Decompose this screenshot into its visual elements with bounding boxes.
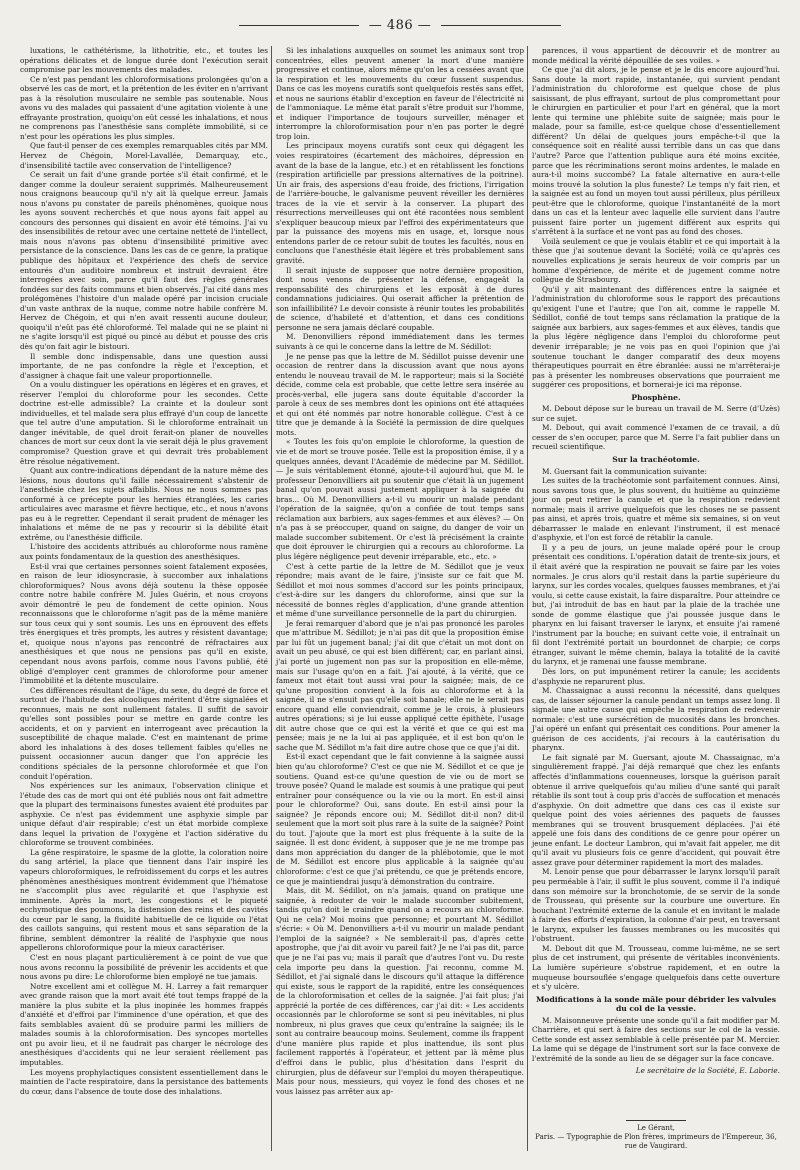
paragraph: C'est en nous plaçant particulièrement à ce point de vue que nous avons reconnu la possibilité de prévenir les accidents et que nous avons pu dire: Le chloroforme bien employé ne tue jamais.	[20, 952, 268, 982]
column-3-part-b	[532, 404, 780, 452]
paragraph: luxations, le cathétérisme, la lithotritie, etc., et toutes les opérations délicates et de longue durée dont l'exécution serait compromise par les mouvements des malades.	[20, 46, 268, 75]
section-heading: Sur la trachéotomie.	[612, 454, 700, 464]
paragraph: Notre excellent ami et collègue M. H. Larrey a fait remarquer avec grande raison que la mort avait été tout temps frappé de la manière la plus subite et la plus inopinée les hommes frappés d'anxiété et d'effroi par l'imminence d'une opération, et que des faits semblables avaient dû se produire parmi les milliers de malades soumis à la chloroformisation. Des syncopes mortelles ont pu avoir lieu, et il ne faudrait pas charger le nécrologe des anesthésiques d'accidents qui ne leur seraient réellement pas imputables.	[20, 981, 268, 1067]
paragraph: M. Chassaignac a aussi reconnu la nécessité, dans quelques cas, de laisser séjourner la canule pendant un temps assez long. Il signale une autre cause qui empêche la respiration de redevenir normale: c'est une sursécrétion de mucosités dans les bronches. J'ai opéré un enfant qui présentait ces conditions. Pour amener la guérison de ces accidents, j'ai recours à la cautérisation du pharynx.	[532, 686, 780, 753]
paragraph: Qu'il y ait maintenant des différences entre la saignée et l'administration du chloroforme sous le rapport des précautions qu'exigent l'une et l'autre; que l'on ait, comme le rappelle M. Sédillot, confié de tout temps sans réclamation la pratique de la saignée aux barbiers, aux sages-femmes et aux élèves, tandis que la plus légère négligence dans l'emploi du chloroforme peut devenir irréparable; je ne vois pas en quoi l'opinion que j'ai soutenue touchant le danger comparatif des deux moyens thérapeutiques pourrait en être ébranlée: aussi ne m'arrêterai-je pas à présenter les nombreuses observations que pourraient me suggérer ces propositions, et bornerai-je ici ma réponse.	[532, 284, 780, 390]
paragraph: « Toutes les fois qu'on emploie le chloroforme, la question de vie et de mort se trouve posée. Telle est la proposition émise, il y a quelques années, devant l'Académie de médecine par M. Sédillot. — Je suis véritablement étonné, ajoute-t-il aujourd'hui, que M. le professeur Denonvilliers ait pu soutenir que c'était là un jugement banal qu'on pouvait aussi justement appliquer à la saignée du bras... Où M. Denonvilliers a-t-il vu mourir un malade pendant l'opération de la saignée, qu'on a confiée de tout temps sans réclamation aux barbiers, aux sages-femmes et aux élèves? — On n'a pas à se préoccuper, quand on saigne, du danger de voir un malade succomber subitement. Or c'est là précisément la crainte que doit éprouver le chirurgien qui a recours au chloroforme. La plus légère négligence peut devenir irréparable, etc., etc. »	[276, 437, 524, 561]
paragraph: M. Lenoir pense que pour débarrasser le larynx lorsqu'il paraît peu perméable à l'air, il suffit le plus souvent, comme il l'a indiqué dans son mémoire sur la bronchotomie, de se servir de la sonde de Trousseau, qui présente sur la courbure une ouverture. En bouchant l'extrémité externe de la canule et en invitant le malade à faire des efforts d'expiration, la colonne d'air peut, en traversant le larynx, expulser les fausses membranes ou les mucosités qui l'obstruent.	[532, 867, 780, 944]
imprint-gerant: Le Gérant,	[637, 1124, 675, 1132]
column-3-part-c	[532, 467, 780, 992]
secretary-signature: Le secrétaire de la Société, E. Laborie.	[635, 1066, 780, 1076]
paragraph: Ce que j'ai dit alors, je le pense et je le dis encore aujourd'hui. Sans doute la mort rapide, instantanée, qui survient pendant l'administration du chloroforme est quelque chose de plus saisissant, de plus effrayant, surtout de plus compromettant pour le chirurgien en particulier et pour l'art en général, que la mort lente qui termine une phlébite suite de saignée; mais pour le malade, pour sa famille, est-ce quelque chose d'essentiellement différent? Un délai de quelques jours empêche-t-il que la conséquence soit en réalité aussi terrible dans un cas que dans l'autre? Parce que l'attention publique aura été moins excitée, parce que les récriminations seront moins ardentes, le malade en aura-t-il moins succombé? La fatale alternative en aura-t-elle moins trouvé la solution la plus funeste? Le temps n'y fait rien, et la saignée est au fond un moyen tout aussi périlleux, plus périlleux peut-être que le chloroforme, quoique l'instantanéité de la mort dans un cas et la lenteur avec laquelle elle survient dans l'autre puissent faire porter un jugement différent aux esprits qui s'arrêtent à la surface et ne vont pas au fond des choses.	[532, 65, 780, 237]
paragraph: Ce serait un fait d'une grande portée s'il était confirmé, et le danger comme la douleur seraient supprimés. Malheureusement nous craignons beaucoup qu'il n'y ait là quelque erreur. Jamais nous n'avons pu constater de pareils phénomènes, quoique nous les ayons souvent recherchés et que nous ayons fait appel au concours des personnes qui disaient en avoir été témoins. J'ai vu des insensibilités de retour avec une certaine netteté de l'intellect, mais nous n'avons pas obtenu d'insensibilité primitive avec persistance de la conscience. Dans les cas de ce genre, la pratique publique des hôpitaux et l'expérience des chefs de service entourés d'un auditoire nombreux et instruit devraient être interrogées avec soin, parce qu'il faut des règles générales fondées sur des faits communs et bien observés. J'ai cité dans mes prolégomènes l'histoire d'un malade opéré par incision cruciale d'un vaste anthrax de la nuque, comme notre habile confrère M. Hervez de Chégoin, et qui n'en avait ressenti aucune douleur, quoiqu'il n'eût pas été chloroformé. Tel malade qui ne se plaint ni ne s'agite lorsqu'il est piqué ou pincé au début et pousse des cris dès qu'on fait agir le bistouri.	[20, 170, 268, 351]
paragraph: Si les inhalations auxquelles on soumet les animaux sont trop concentrées, elles peuvent amener la mort d'une manière progressive et continue, alors même qu'on les a cessées avant que la respiration et les mouvements du cœur fussent suspendus. Dans ce cas les moyens curatifs sont quelquefois restés sans effet, et nous ne saurions établir d'exception en faveur de l'électricité ni de l'ammoniaque. Le même état paraît s'être produit sur l'homme, et indiquer l'importance de toujours surveiller, ménager et interrompre la chloroformisation pour n'en pas porter le degré trop loin.	[276, 46, 524, 141]
header-rule-right	[441, 25, 561, 26]
paragraph: M. Guersant fait la communication suivante:	[542, 466, 707, 476]
paragraph: Que faut-il penser de ces exemples remarquables cités par MM. Hervez de Chégoin, Morel-Lavallée, Demarquay, etc., d'insensibilité tactile avec conservation de l'intelligence?	[20, 141, 268, 170]
paragraph: M. Debout dit que M. Trousseau, comme lui-même, ne se sert plus de cet instrument, qui présente de véritables inconvénients. La lumière supérieure s'obstrue rapidement, et en outre la muqueuse boursouflée s'engage quelquefois dans cette ouverture et s'y ulcère.	[532, 943, 780, 992]
paragraph: Il y a peu de jours, un jeune malade opéré pour le croup présentait ces conditions. L'opération datait de trente-six jours, et il était avéré que la respiration ne pouvait se faire par les voies normales. Je crus alors qu'il restait dans la partie supérieure du larynx, sur les cordes vocales, quelques fausses membranes, et j'ai voulu, si cette cause existait, la faire disparaître. Pour atteindre ce but, j'ai introduit de bas en haut par la plaie de la trachée une sonde de gomme élastique que j'ai poussée jusque dans le pharynx en lui faisant traverser le larynx, et ensuite j'ai ramené l'instrument par la bouche; en suivant cette voie, il entraînait un fil dont l'extrémité portait un bourdonnet de charpie; ce corps étranger, suivant le même chemin, balaya la totalité de la cavité du larynx, et je ramenai une fausse membrane.	[532, 542, 780, 667]
column-3-part-a	[532, 46, 780, 390]
paragraph: M. Denonvilliers répond immédiatement dans les termes suivants à ce qui le concerne dans la lettre de M. Sédillot:	[276, 332, 524, 351]
paragraph: Il semble donc indispensable, dans une question aussi importante, de ne pas confondre la règle et l'exception, et d'assigner à chaque fait une valeur proportionnelle.	[20, 351, 268, 380]
section-heading: Modifications à la sonde mâle pour débrider les valvules du col de la vessie.	[535, 994, 777, 1014]
imprint	[532, 1120, 780, 1151]
paragraph: Quant aux contre-indications dépendant de la nature même des lésions, nous doutons qu'il faille nécessairement s'abstenir de l'anesthésie chez les sujets affaiblis. Nous ne nous sommes pas conformé à ce précepte pour les hernies étranglées, les caries articulaires avec marasme et fièvre hectique, etc., et nous n'avons pas eu à le regretter. Cependant il serait prudent de ménager les inhalations et même de ne pas y recourir si la débilité était extrême, ou l'anesthésie difficile.	[20, 466, 268, 542]
paragraph: Voilà seulement ce que je voulais établir et ce qui importait à la thèse que j'ai soutenue devant la Société; voilà ce qu'après ces nouvelles explications je serais heureux de voir compris par un homme d'expérience, de mérite et de jugement comme notre collègue de Strasbourg.	[532, 236, 780, 285]
paragraph: On a voulu distinguer les opérations en légères et en graves, et réserver l'emploi du chloroforme pour les secondes. Cette doctrine est-elle admissible? La crainte et la douleur sont individuelles, et tel malade sera plus effrayé d'un coup de lancette que tel autre d'une amputation. Si le chloroforme entraînait un danger inévitable, de quel droit ferait-on planer de nouvelles chances de mort sur ceux dont la vie serait déjà le plus gravement compromise? Question grave et qui devrait très probablement être résolue négativement.	[20, 380, 268, 466]
paragraph: Mais, dit M. Sédillot, on n'a jamais, quand on pratique une saignée, à redouter de voir le malade succomber subitement, tandis qu'on doit le craindre quand on a recours au chloroforme. Qui ne cela? Moi moins que personne; et pourtant M. Sédillot s'écrie: « Où M. Denonvilliers a-t-il vu mourir un malade pendant l'emploi de la saignée? » Ne semblerait-il pas, d'après cette apostrophe, que j'ai dit avoir vu pareil fait? Je ne l'ai pas dit, parce que je ne l'ai pas vu; mais il paraît que d'autres l'ont vu. Du reste cela importe peu dans la question. J'ai reconnu, comme M. Sédillot, et j'ai signalé dans le discours qu'il attaque la différence qui existe, sous le rapport de la rapidité, entre les conséquences de la chloroformisation et celles de la saignée. J'ai fait plus; j'ai apprécié la portée de ces différences, car j'ai dit: « Les accidents occasionnés par le chloroforme se sont si peu inévitables, ni plus nombreux, ni plus graves que ceux qu'entraîne la saignée; ils le sont au contraire beaucoup moins. Seulement, comme ils frappent d'une manière plus rapide et plus inattendue, ils sont plus facilement rapportés à l'opérateur, et jettent par là même plus d'effroi dans le public, plus d'hésitation dans l'esprit du chirurgien, plus de défaveur sur l'emploi du moyen thérapeutique. Mais pour nous, messieurs, qui voyez le fond des choses et ne vous laissez pas arrêter aux ap-	[276, 886, 524, 1096]
paragraph: Est-il exact cependant que le fait convienne à la saignée aussi bien qu'au chloroforme? C'est ce que nie M. Sédillot et ce que je soutiens. Quand est-ce qu'une question de vie ou de mort se trouve posée? Quand le malade est soumis à une pratique qui peut entraîner pour conséquence ou la vie ou la mort. En est-il ainsi pour le chloroforme? Oui, sans doute. En est-il ainsi pour la saignée? Je réponds encore oui; M. Sédillot dit-il non? dit-il seulement que la mort soit plus rare à la suite de la saignée? Point du tout. J'ajoute que la mort est plus fréquente à la suite de la saignée. Il est donc évident, à supposer que je ne me trompe pas dans mon appréciation du danger de la phlébotomie, que le mot de M. Sédillot est encore plus applicable à la saignée qu'au chloroforme: c'est ce que j'ai prétendu, ce que je prétends encore, ce que je maintiendrai jusqu'à démonstration du contraire.	[276, 752, 524, 886]
column-rule	[527, 46, 528, 1151]
paragraph: Il serait injuste de supposer que notre dernière proposition, dont nous venons de présenter la défense, engageât la responsabilité des chirurgiens et les exposât à de dures condamnations judiciaires. Qui oserait afficher la prétention de son infaillibilité? Le devoir consiste à réunir toutes les probabilités de science, d'habileté et d'attention, et dans ces conditions personne ne sera jamais déclaré coupable.	[276, 265, 524, 332]
paragraph: Je ferai remarquer d'abord que je n'ai pas prononcé les paroles que m'attribue M. Sédillot; je n'ai pas dit que la proposition émise par lui fût un jugement banal; j'ai dit que c'était un mot dont on avait un peu abusé, ce qui est bien différent; car, en parlant ainsi, j'ai porté un jugement non pas sur la proposition en elle-même, mais sur l'usage qu'on en a fait. J'ai ajouté, à la vérité, que ce fameux mot était tout aussi vrai pour la saignée; mais, de ce qu'une proposition convient à la fois au chloroforme et à la saignée, il ne s'ensuit pas qu'elle soit banale; elle ne le serait pas encore quand elle conviendrait, comme je le crois, à plusieurs autres opérations; si je lui eusse appliqué cette épithète, l'usage dit autre chose que ce qui est la vérité et que ce qui est ma pensée; mais je ne la lui ai pas appliquée, et il est bon qu'on le sache que M. Sédillot m'a fait dire autre chose que ce que j'ai dit.	[276, 618, 524, 752]
paragraph: Dès lors, on put impunément retirer la canule; les accidents d'asphyxie ne reparurent plus.	[532, 667, 780, 686]
paragraph: Les suites de la trachéotomie sont parfaitement connues. Ainsi, nous savons tous que, le plus souvent, du huitième au quinzième jour on peut retirer la canule et que la respiration redevient normale; mais il arrive quelquefois que les choses ne se passent pas ainsi, et après trois, quatre et même six semaines, si on veut débarrasser le malade en enlevant l'instrument, il est menacé d'asphyxie, et l'on est forcé de rétablir la canule.	[532, 476, 780, 543]
column-1	[20, 46, 268, 1096]
paragraph: M. Debout, qui avait commencé l'examen de ce travail, a dû cesser de s'en occuper, parce que M. Serre l'a fait publier dans un recueil scientifique.	[532, 423, 780, 452]
section-heading: Phosphène.	[631, 392, 681, 402]
imprint-printer: Paris. — Typographie de Plon frères, imprimeurs de l'Empereur, 36, rue de Vaugirard.	[535, 1133, 777, 1150]
column-3-part-d	[532, 1016, 780, 1064]
paragraph: M. Maisonneuve présente une sonde qu'il a fait modifier par M. Charrière, et qui sert à faire des sections sur le col de la vessie. Cette sonde est assez semblable à celle présentée par M. Mercier. La lame qui se dégage de l'instrument sort sur la face convexe de l'extrémité de la sonde au lieu de se dégager sur la face concave.	[532, 1015, 780, 1063]
paragraph: Ce n'est pas pendant les chloroformisations prolongées qu'on a observé les cas de mort, et la prétention de les éviter en n'arrivant pas à la résolution musculaire ne semble pas soutenable. Nous avons vu des malades qui passaient d'une agitation violente à une effrayante prostration, quoiqu'on eût cessé les inhalations, et nous ne comprenons pas l'anesthésie sans complète immobilité, si ce n'est pour les opérations les plus simples.	[20, 74, 268, 141]
header-rule-left	[239, 25, 359, 26]
imprint-rule	[626, 1120, 686, 1121]
paragraph: Je ne pense pas que la lettre de M. Sédillot puisse devenir une occasion de rentrer dans la discussion avant que nous ayons entendu le nouveau travail de M. le rapporteur; mais si la Société décide, comme cela est probable, que cette lettre sera insérée au procès-verbal, elle jugera sans doute équitable d'accorder la parole à ceux de ses membres dont les opinions ont été attaquées et qui ont été nommés par notre honorable collègue. C'est à ce titre que je demande à la Société la permission de dire quelques mots.	[276, 351, 524, 437]
paragraph: Le fait signalé par M. Guersant, ajoute M. Chassaignac, m'a singulièrement frappé. J'ai déjà remarqué que chez les enfants affectés d'inflammations couenneuses, lorsque la guérison paraît obtenue il arrive quelquefois qu'au milieu d'une santé qui paraît rétablie ils sont tout à coup pris d'accès de suffocation et menacés d'asphyxie. On doit admettre que dans ces cas il existe sur quelque point des voies aériennes des paquets de fausses membranes qui se trouvent brusquement déplacées. J'ai été appelé une fois dans des conditions de ce genre pour opérer un jeune enfant. Le docteur Lambron, qui m'avait fait appeler, me dit qu'il avait vu plusieurs fois ce genre d'accident, qui pouvait être assez grave pour déterminer rapidement la mort des malades.	[532, 752, 780, 867]
page-number-text: — 486 —	[368, 18, 432, 33]
column-3	[532, 46, 780, 1076]
paragraph: parences, il vous appartient de découvrir et de montrer au monde médical la vérité dépouillée de ses voiles. »	[532, 46, 780, 65]
paragraph: Ces différences résultant de l'âge, du sexe, du degré de force et surtout de l'habitude des alcooliques méritent d'être signalées et reconnues, mais ne sont nullement fatales. Il suffit de savoir qu'elles sont possibles pour se mettre en garde contre les accidents, et on y parvient en interrogeant avec précaution la susceptibilité de chaque malade. C'est en maintenant de prime abord les inhalations à des doses tellement faibles qu'elles ne puissent occasionner aucun danger que l'on apprécie les conditions spéciales de la personne chloroformée et que l'on conduit l'opération.	[20, 685, 268, 781]
paragraph: L'histoire des accidents attribués au chloroforme nous ramène aux points fondamentaux de la question des anesthésiques.	[20, 542, 268, 561]
paragraph: C'est à cette partie de la lettre de M. Sédillot que je veux répondre; mais avant de le faire, j'insiste sur ce fait que M. Sédillot et moi nous sommes d'accord sur les points principaux, c'est-à-dire sur les dangers du chloroforme, ainsi que sur la nécessité de bonnes règles d'application, d'une grande attention et même d'une surveillance personnelle de la part du chirurgien.	[276, 561, 524, 619]
paragraph: Nos expériences sur les animaux, l'observation clinique et l'étude des cas de mort qui ont été publiés nous ont fait admettre que la plupart des terminaisons funestes avaient été produites par asphyxie. Ce n'est pas évidemment une asphyxie simple par unique défaut d'air respirable; c'est un état morbide complexe dans lequel la privation de l'oxygène et l'action sidérative du chloroforme se trouvent combinées.	[20, 781, 268, 848]
paragraph: Est-il vrai que certaines personnes soient fatalement exposées, en raison de leur idiosyncrasie, à succomber aux inhalations chloroformiques? Nous avons déjà soutenu la thèse opposée contre notre habile confrère M. Jules Guérin, et nous croyons avoir démontré le peu de fondement de cette opinion. Nous reconnaissons que le chloroforme n'agit pas de la même manière sur tous ceux qui y sont soumis. Les uns en éprouvent des effets très énergiques et très prompts, les autres y résistent davantage; et, quoique nous n'ayons pas rencontré de réfractaires aux anesthésiques et que nous ne pensions pas qu'il en existe, cependant nous avons parfois, comme nous l'avons publié, été obligé d'employer cent grammes de chloroforme pour amener l'immobilité et la détente musculaire.	[20, 561, 268, 686]
page-number	[0, 18, 800, 33]
paragraph: Les moyens prophylactiques consistent essentiellement dans le maintien de l'acte respiratoire, dans la persistance des battements du cœur, dans l'absence de toute dose des inhalations.	[20, 1067, 268, 1096]
paragraph: La gêne respiratoire, le spasme de la glotte, la coloration noire du sang artériel, la place que tiennent dans l'air inspiré les vapeurs chloroformiques, le refroidissement du corps et les autres phénomènes anesthésiques montrent évidemment que l'hématose ne s'accomplit plus avec régularité et que l'asphyxie est imminente. Après la mort, les congestions et le piqueté ecchymotique des poumons, la distension des reins et des cavités du cœur par le sang, la fluidité habituelle de ce liquide ou l'état des caillots sanguins, qui restent mous et sans séparation de la fibrine, semblent démontrer la réalité de l'asphyxie que nous appellerons chloroformique pour la mieux caractériser.	[20, 847, 268, 953]
column-rule	[271, 46, 272, 1151]
paragraph: M. Debout dépose sur le bureau un travail de M. Serre (d'Uzès) sur ce sujet.	[532, 404, 780, 423]
column-2	[276, 46, 524, 1096]
paragraph: Les principaux moyens curatifs sont ceux qui dégagent les voies respiratoires (écartement des mâchoires, dépression en avant de la base de la langue, etc.) et en rétablissent les fonctions (respiration artificielle par pressions alternatives de la poitrine). Un air frais, des aspersions d'eau froide, des frictions, l'irrigation de l'arrière-bouche, le galvanisme peuvent réveiller les dernières traces de la vie et servir à la conserver. La plupart des résurrections merveilleuses qui ont été racontées nous semblent s'expliquer beaucoup mieux par l'effroi des expérimentateurs que par la puissance des moyens mis en usage, et, lorsque nous entendons parler de ce retour subit de toutes les facultés, nous en concluons que l'anesthésie était légère et très probablement sans gravité.	[276, 141, 524, 266]
